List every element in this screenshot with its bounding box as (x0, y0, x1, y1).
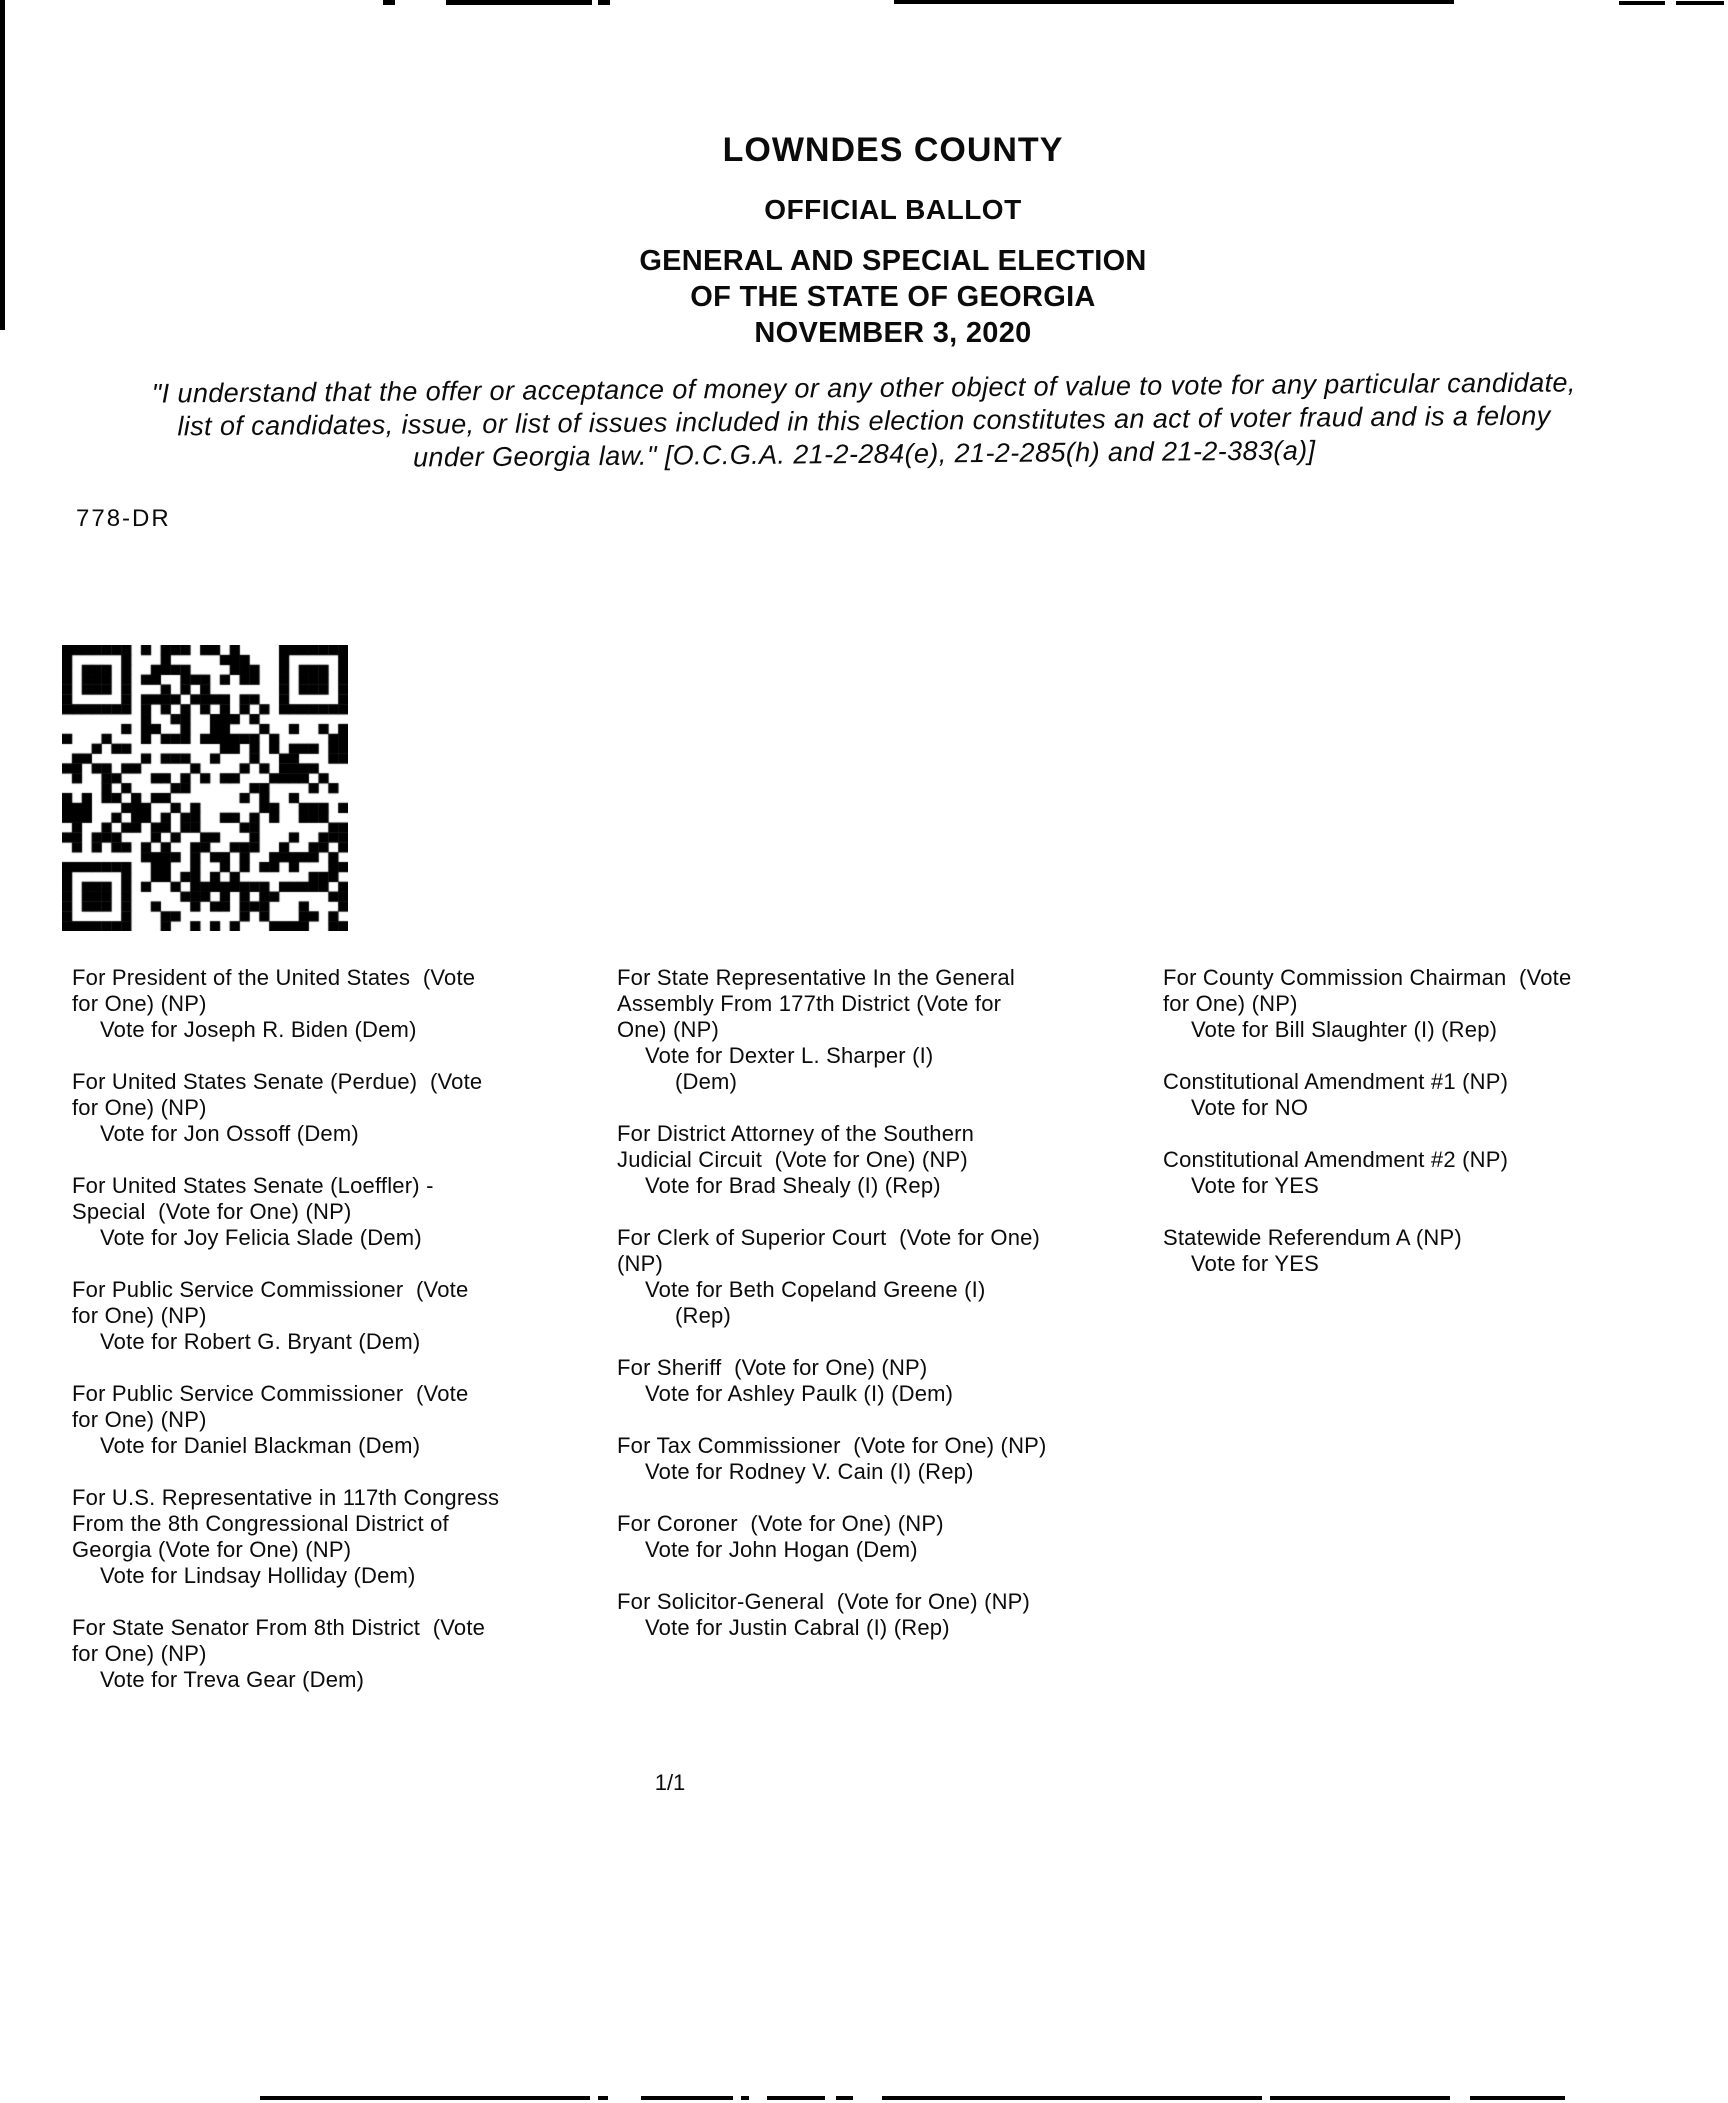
contest-title-line: From the 8th Congressional District of (72, 1511, 449, 1536)
contest-block (617, 1225, 1162, 1329)
contest-title-line: For Public Service Commissioner (Vote (72, 1381, 469, 1406)
contest-block (1163, 965, 1708, 1043)
contest-title-line: For United States Senate (Loeffler) - (72, 1173, 434, 1198)
qr-code (62, 645, 348, 931)
scan-artifact-bottom-dash (1270, 2096, 1450, 2100)
contest-block (72, 1615, 592, 1693)
contest-title-line: (NP) (617, 1251, 664, 1276)
contest-title-line: For President of the United States (Vote (72, 965, 476, 990)
contest-block (72, 1485, 592, 1589)
contest-block (617, 1355, 1162, 1407)
page-number: 1/1 (654, 1770, 686, 1795)
scan-artifact-bottom-dash (598, 2096, 608, 2100)
contest-title-line: For Clerk of Superior Court (Vote for One) (617, 1225, 1041, 1250)
contest-block (617, 1589, 1162, 1641)
scan-artifact-bottom-dash (882, 2096, 1262, 2100)
vote-selection-line: Vote for Justin Cabral (I) (Rep) (645, 1615, 950, 1640)
contest-block (72, 1069, 592, 1147)
contest-title-line: Constitutional Amendment #2 (NP) (1163, 1147, 1509, 1172)
contest-title-line: Constitutional Amendment #1 (NP) (1163, 1069, 1509, 1094)
vote-selection-line: Vote for Lindsay Holliday (Dem) (100, 1563, 416, 1588)
vote-selection-line: Vote for Dexter L. Sharper (I) (645, 1043, 934, 1068)
contest-title-line: For Public Service Commissioner (Vote (72, 1277, 469, 1302)
vote-selection-line: Vote for Bill Slaughter (I) (Rep) (1191, 1017, 1498, 1042)
vote-selection-line: Vote for Brad Shealy (I) (Rep) (645, 1173, 941, 1198)
voter-fraud-notice-line: list of candidates, issue, or list of issues included in this election constitutes an act of voter fraud and is a felony (177, 400, 1551, 442)
contest-title-line: for One) (NP) (72, 1095, 207, 1120)
election-title-line: GENERAL AND SPECIAL ELECTION (639, 245, 1147, 277)
vote-selection-line: (Rep) (675, 1303, 732, 1328)
voter-fraud-notice-line: "I understand that the offer or acceptance of money or any other object of value to vote for any particular candidate, (151, 367, 1576, 409)
ballot-type-title: OFFICIAL BALLOT (764, 194, 1022, 225)
contest-title-line: For Sheriff (Vote for One) (NP) (617, 1355, 928, 1380)
contest-title-line: For District Attorney of the Southern (617, 1121, 975, 1146)
contest-title-line: For State Senator From 8th District (Vote (72, 1615, 486, 1640)
contest-title-line: for One) (NP) (72, 1303, 207, 1328)
contest-block (72, 1173, 592, 1251)
contest-block (617, 965, 1162, 1095)
scan-artifact-bottom-dash (641, 2096, 733, 2100)
ballot-style-code: 778-DR (76, 505, 171, 532)
contest-block (617, 1121, 1162, 1199)
contest-title-line: Georgia (Vote for One) (NP) (72, 1537, 352, 1562)
ballot-column-middle (617, 965, 1162, 1667)
contest-title-line: Judicial Circuit (Vote for One) (NP) (617, 1147, 968, 1172)
vote-selection-line: (Dem) (675, 1069, 738, 1094)
contest-title-line: For Solicitor-General (Vote for One) (NP) (617, 1589, 1031, 1614)
qr-code-icon (62, 645, 348, 931)
contest-block (617, 1511, 1162, 1563)
vote-selection-line: Vote for YES (1191, 1251, 1319, 1276)
contest-title-line: For Coroner (Vote for One) (NP) (617, 1511, 944, 1536)
contest-title-line: for One) (NP) (72, 1407, 207, 1432)
vote-selection-line: Vote for NO (1191, 1095, 1309, 1120)
contest-block (72, 1277, 592, 1355)
scan-artifact-bottom-dash (836, 2096, 853, 2100)
scan-artifact-bottom-dash (767, 2096, 825, 2100)
contest-title-line: For United States Senate (Perdue) (Vote (72, 1069, 483, 1094)
vote-selection-line: Vote for Treva Gear (Dem) (100, 1667, 365, 1692)
vote-selection-line: Vote for YES (1191, 1173, 1319, 1198)
contest-title-line: One) (NP) (617, 1017, 720, 1042)
contest-block (617, 1433, 1162, 1485)
scan-artifact-bottom-dash (1470, 2096, 1565, 2100)
contest-title-line: For U.S. Representative in 117th Congress (72, 1485, 500, 1510)
vote-selection-line: Vote for Robert G. Bryant (Dem) (100, 1329, 421, 1354)
county-title: LOWNDES COUNTY (722, 131, 1064, 169)
contest-title-line: Special (Vote for One) (NP) (72, 1199, 352, 1224)
contest-block (1163, 1147, 1708, 1199)
contest-title-line: Statewide Referendum A (NP) (1163, 1225, 1462, 1250)
contest-block (1163, 1069, 1708, 1121)
vote-selection-line: Vote for Daniel Blackman (Dem) (100, 1433, 421, 1458)
scan-artifact-bottom-dash (260, 2096, 590, 2100)
election-title-line: OF THE STATE OF GEORGIA (690, 281, 1096, 313)
contest-title-line: for One) (NP) (72, 991, 207, 1016)
vote-selection-line: Vote for Rodney V. Cain (I) (Rep) (645, 1459, 974, 1484)
scan-artifact-left-bar (0, 0, 5, 330)
voter-fraud-notice (34, 365, 1695, 477)
vote-selection-line: Vote for Beth Copeland Greene (I) (645, 1277, 986, 1302)
contest-title-line: for One) (NP) (72, 1641, 207, 1666)
ballot-header (60, 0, 1726, 351)
vote-selection-line: Vote for John Hogan (Dem) (645, 1537, 918, 1562)
contest-block (1163, 1225, 1708, 1277)
ballot-column-left (72, 965, 592, 1719)
vote-selection-line: Vote for Joseph R. Biden (Dem) (100, 1017, 417, 1042)
contest-title-line: for One) (NP) (1163, 991, 1298, 1016)
contest-title-line: Assembly From 177th District (Vote for (617, 991, 1002, 1016)
vote-selection-line: Vote for Ashley Paulk (I) (Dem) (645, 1381, 954, 1406)
contest-title-line: For County Commission Chairman (Vote (1163, 965, 1572, 990)
contest-title-line: For State Representative In the General (617, 965, 1015, 990)
contest-block (72, 1381, 592, 1459)
voter-fraud-notice-line: under Georgia law." [O.C.G.A. 21-2-284(e), 21-2-285(h) and 21-2-383(a)] (412, 435, 1316, 473)
ballot-column-right (1163, 965, 1708, 1303)
vote-selection-line: Vote for Jon Ossoff (Dem) (100, 1121, 359, 1146)
election-date: NOVEMBER 3, 2020 (754, 317, 1032, 349)
scan-artifact-bottom-dash (741, 2096, 749, 2100)
election-title (60, 243, 1726, 351)
contest-block (72, 965, 592, 1043)
vote-selection-line: Vote for Joy Felicia Slade (Dem) (100, 1225, 422, 1250)
contest-title-line: For Tax Commissioner (Vote for One) (NP) (617, 1433, 1047, 1458)
